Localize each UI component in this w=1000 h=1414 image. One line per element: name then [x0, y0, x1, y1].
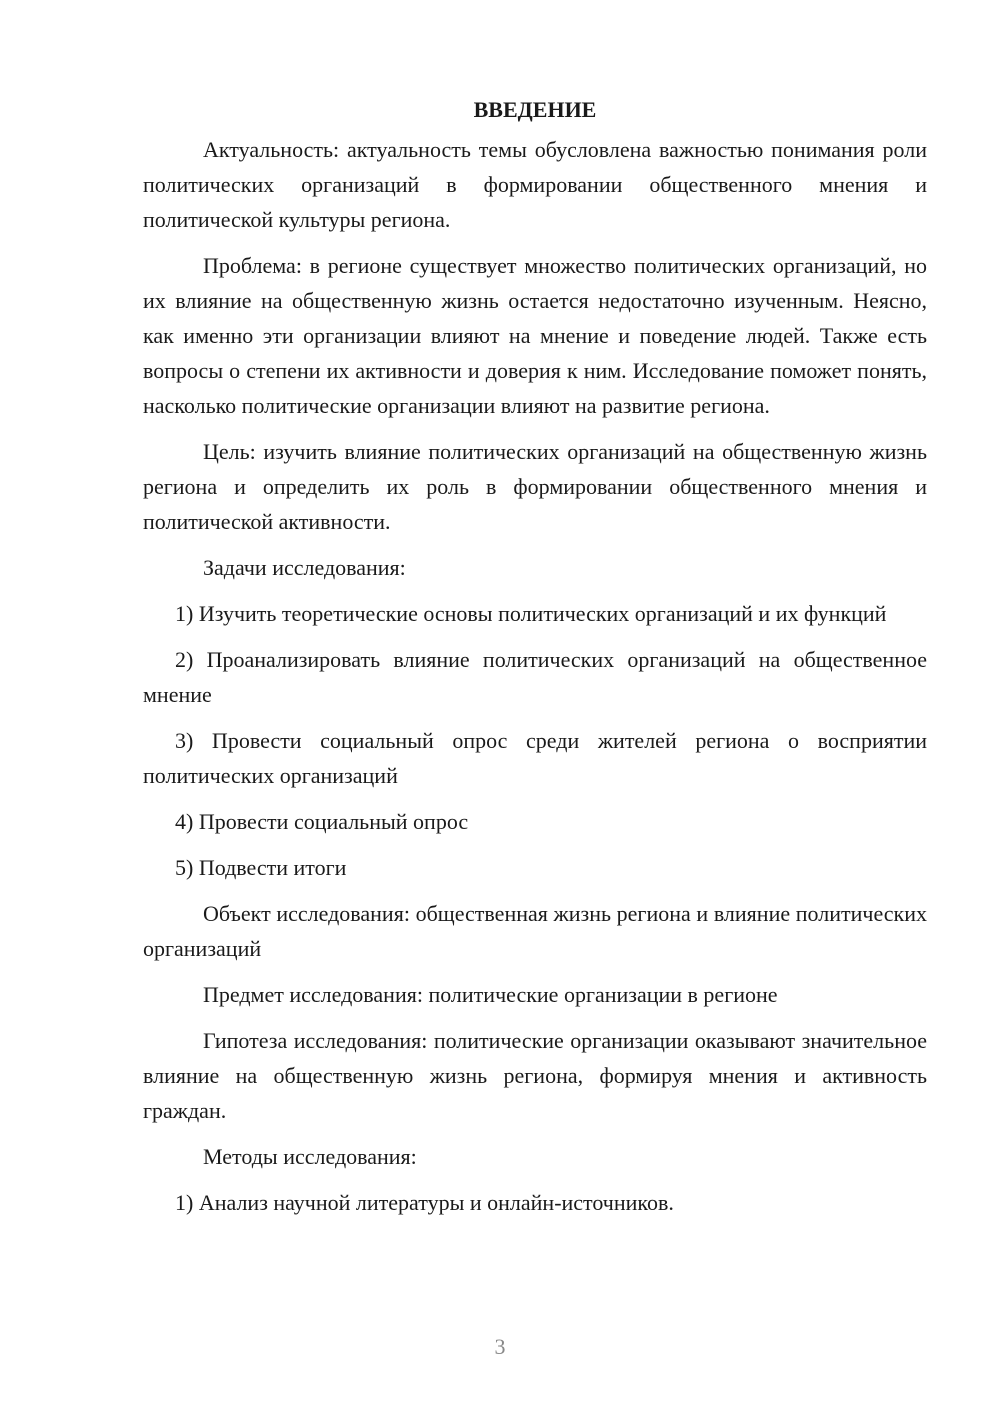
paragraph-problem: Проблема: в регионе существует множество политических организаций, но их влияние на общественную жизнь остается недостаточно изученным. Неясно, как именно эти организации влияют на мнение и поведение людей. Также есть вопросы о степени их активности и доверия к ним. Исследование поможет понять, насколько политические организации влияют на развитие региона. [143, 253, 927, 418]
paragraph-object: Объект исследования: общественная жизнь региона и влияние политических организаций [143, 901, 927, 961]
paragraph-goal: Цель: изучить влияние политических организаций на общественную жизнь региона и определить их роль в формировании общественного мнения и политической активности. [143, 439, 927, 534]
task-item-3: 3) Провести социальный опрос среди жителей региона о восприятии политических организаций [143, 728, 927, 788]
tasks-heading: Задачи исследования: [203, 555, 406, 580]
document-page [143, 92, 927, 1231]
paragraph-hypothesis: Гипотеза исследования: политические организации оказывают значительное влияние на общественную жизнь региона, формируя мнения и активность граждан. [143, 1028, 927, 1123]
task-item-5: 5) Подвести итоги [175, 855, 347, 880]
method-item-1: 1) Анализ научной литературы и онлайн-источников. [175, 1190, 674, 1215]
section-title: ВВЕДЕНИЕ [473, 97, 597, 122]
paragraph-subject: Предмет исследования: политические организации в регионе [203, 982, 778, 1007]
page-number: 3 [494, 1334, 506, 1359]
task-item-4: 4) Провести социальный опрос [175, 809, 469, 834]
methods-heading: Методы исследования: [203, 1144, 417, 1169]
task-item-1: 1) Изучить теоретические основы политических организаций и их функций [175, 601, 887, 626]
paragraph-relevance: Актуальность: актуальность темы обусловлена важностью понимания роли политических организаций в формировании общественного мнения и политической культуры региона. [143, 137, 927, 232]
task-item-2: 2) Проанализировать влияние политических организаций на общественное мнение [143, 647, 927, 707]
